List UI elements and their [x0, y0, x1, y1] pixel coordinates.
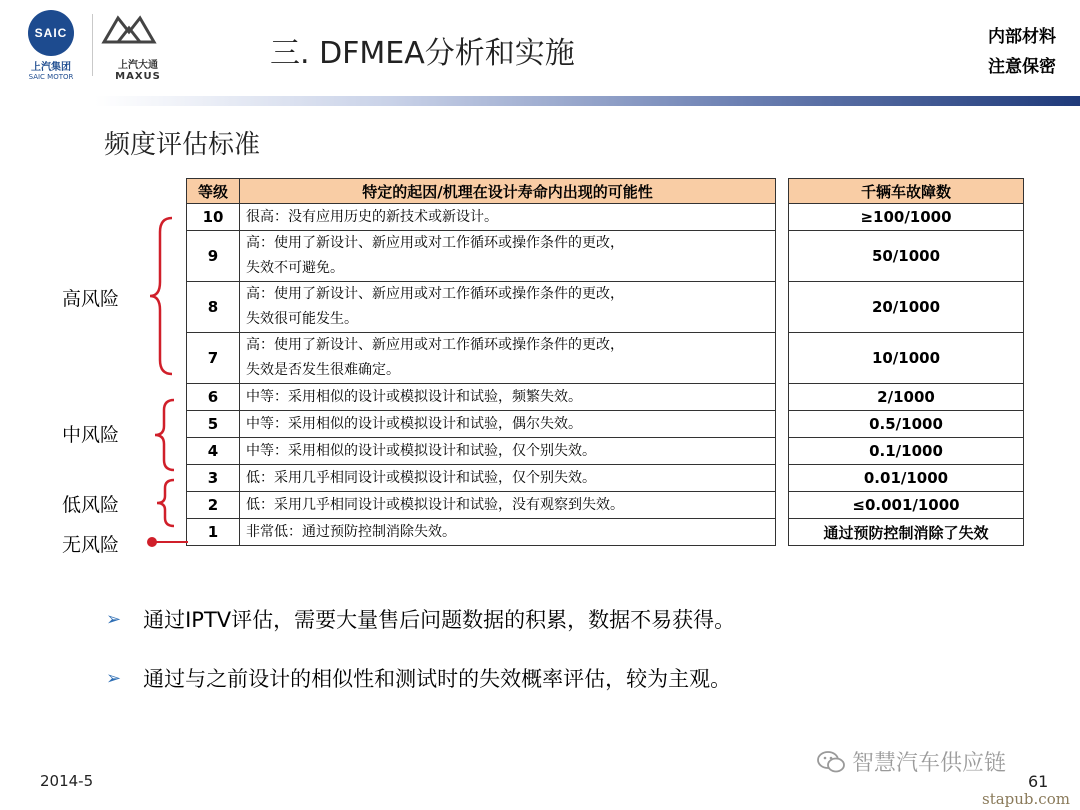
failure-rate-cell: 50/1000 [789, 231, 1024, 282]
failure-rate-cell: 0.5/1000 [789, 411, 1024, 438]
risk-label-medium: 中风险 [62, 424, 120, 446]
saic-logo [22, 10, 80, 81]
row-level: 10 [187, 204, 240, 231]
row-description: 高：使用了新设计、新应用或对工作循环或操作条件的更改， 失效是否发生很难确定。 [240, 333, 776, 384]
row-description: 中等：采用相似的设计或模拟设计和试验，偶尔失效。 [240, 411, 776, 438]
row-description: 低：采用几乎相同设计或模拟设计和试验，没有观察到失效。 [240, 492, 776, 519]
logo-divider [92, 14, 93, 76]
low-risk-brace-icon [154, 478, 178, 528]
header-level: 等级 [187, 179, 240, 204]
failure-rate-cell: 20/1000 [789, 282, 1024, 333]
table-row [187, 519, 776, 546]
confidential-label [988, 22, 1056, 82]
page-title: 三. DFMEA分析和实施 [270, 36, 575, 71]
failure-rate-cell: 2/1000 [789, 384, 1024, 411]
table-row [187, 204, 776, 231]
failure-rate-cell: 10/1000 [789, 333, 1024, 384]
maxus-logo [100, 12, 176, 82]
row-level: 4 [187, 438, 240, 465]
row-description: 高：使用了新设计、新应用或对工作循环或操作条件的更改， 失效不可避免。 [240, 231, 776, 282]
failure-rate-cell: 0.1/1000 [789, 438, 1024, 465]
row-level: 5 [187, 411, 240, 438]
table-row [187, 492, 776, 519]
row-description: 低：采用几乎相同设计或模拟设计和试验，仅个别失效。 [240, 465, 776, 492]
section-subtitle: 频度评估标准 [104, 130, 261, 160]
row-level: 3 [187, 465, 240, 492]
failure-rate-cell: ≤0.001/1000 [789, 492, 1024, 519]
confidential-line-1: 内部材料 [988, 27, 1056, 47]
failure-rate-table [788, 178, 1024, 546]
wechat-watermark [816, 746, 1006, 777]
row-description: 高：使用了新设计、新应用或对工作循环或操作条件的更改， 失效很可能发生。 [240, 282, 776, 333]
footer-date: 2014-5 [40, 772, 94, 790]
wechat-icon [816, 749, 846, 775]
table-row [187, 411, 776, 438]
maxus-logo-cn: 上汽大通 [118, 60, 158, 71]
page-number: 61 [1028, 772, 1049, 791]
failure-rate-cell: ≥100/1000 [789, 204, 1024, 231]
table-row [187, 465, 776, 492]
saic-badge-text: SAIC [34, 26, 68, 40]
header-description: 特定的起因/机理在设计寿命内出现的可能性 [240, 179, 776, 204]
bullet-arrow-icon: ➢ [106, 667, 122, 689]
row-level: 6 [187, 384, 240, 411]
no-risk-marker-line [156, 541, 188, 543]
site-watermark: stapub.com [982, 790, 1070, 808]
medium-risk-brace-icon [152, 398, 178, 472]
row-description: 中等：采用相似的设计或模拟设计和试验，仅个别失效。 [240, 438, 776, 465]
maxus-logo-en: MAXUS [115, 71, 161, 82]
bullet-text: 通过与之前设计的相似性和测试时的失效概率评估，较为主观。 [143, 667, 732, 691]
row-description: 很高：没有应用历史的新技术或新设计。 [240, 204, 776, 231]
failure-rate-cell: 0.01/1000 [789, 465, 1024, 492]
bullet-item [106, 604, 735, 634]
bullet-arrow-icon: ➢ [106, 608, 122, 630]
table-row [187, 333, 776, 384]
table-row [187, 282, 776, 333]
failure-rate-cell: 通过预防控制消除了失效 [789, 519, 1024, 546]
risk-label-high: 高风险 [62, 288, 120, 310]
frequency-table [186, 178, 776, 546]
saic-badge-icon [28, 10, 74, 56]
row-level: 8 [187, 282, 240, 333]
confidential-line-2: 注意保密 [988, 57, 1056, 77]
row-level: 1 [187, 519, 240, 546]
risk-label-none: 无风险 [62, 534, 120, 556]
risk-label-low: 低风险 [62, 494, 120, 516]
bullet-text: 通过IPTV评估，需要大量售后问题数据的积累，数据不易获得。 [143, 608, 736, 632]
row-description: 非常低：通过预防控制消除失效。 [240, 519, 776, 546]
maxus-emblem-icon [100, 12, 158, 50]
row-description: 中等：采用相似的设计或模拟设计和试验，频繁失效。 [240, 384, 776, 411]
row-level: 2 [187, 492, 240, 519]
table-row [187, 438, 776, 465]
high-risk-brace-icon [148, 216, 178, 376]
row-level: 9 [187, 231, 240, 282]
header-failures: 千辆车故障数 [789, 179, 1024, 204]
table-row [187, 384, 776, 411]
row-level: 7 [187, 333, 240, 384]
wechat-account-name: 智慧汽车供应链 [852, 751, 1007, 776]
bullet-item [106, 663, 731, 693]
saic-logo-en: SAIC MOTOR [28, 73, 74, 81]
header-divider [95, 96, 1080, 106]
saic-logo-cn: 上汽集团 [31, 62, 71, 73]
table-row [187, 231, 776, 282]
